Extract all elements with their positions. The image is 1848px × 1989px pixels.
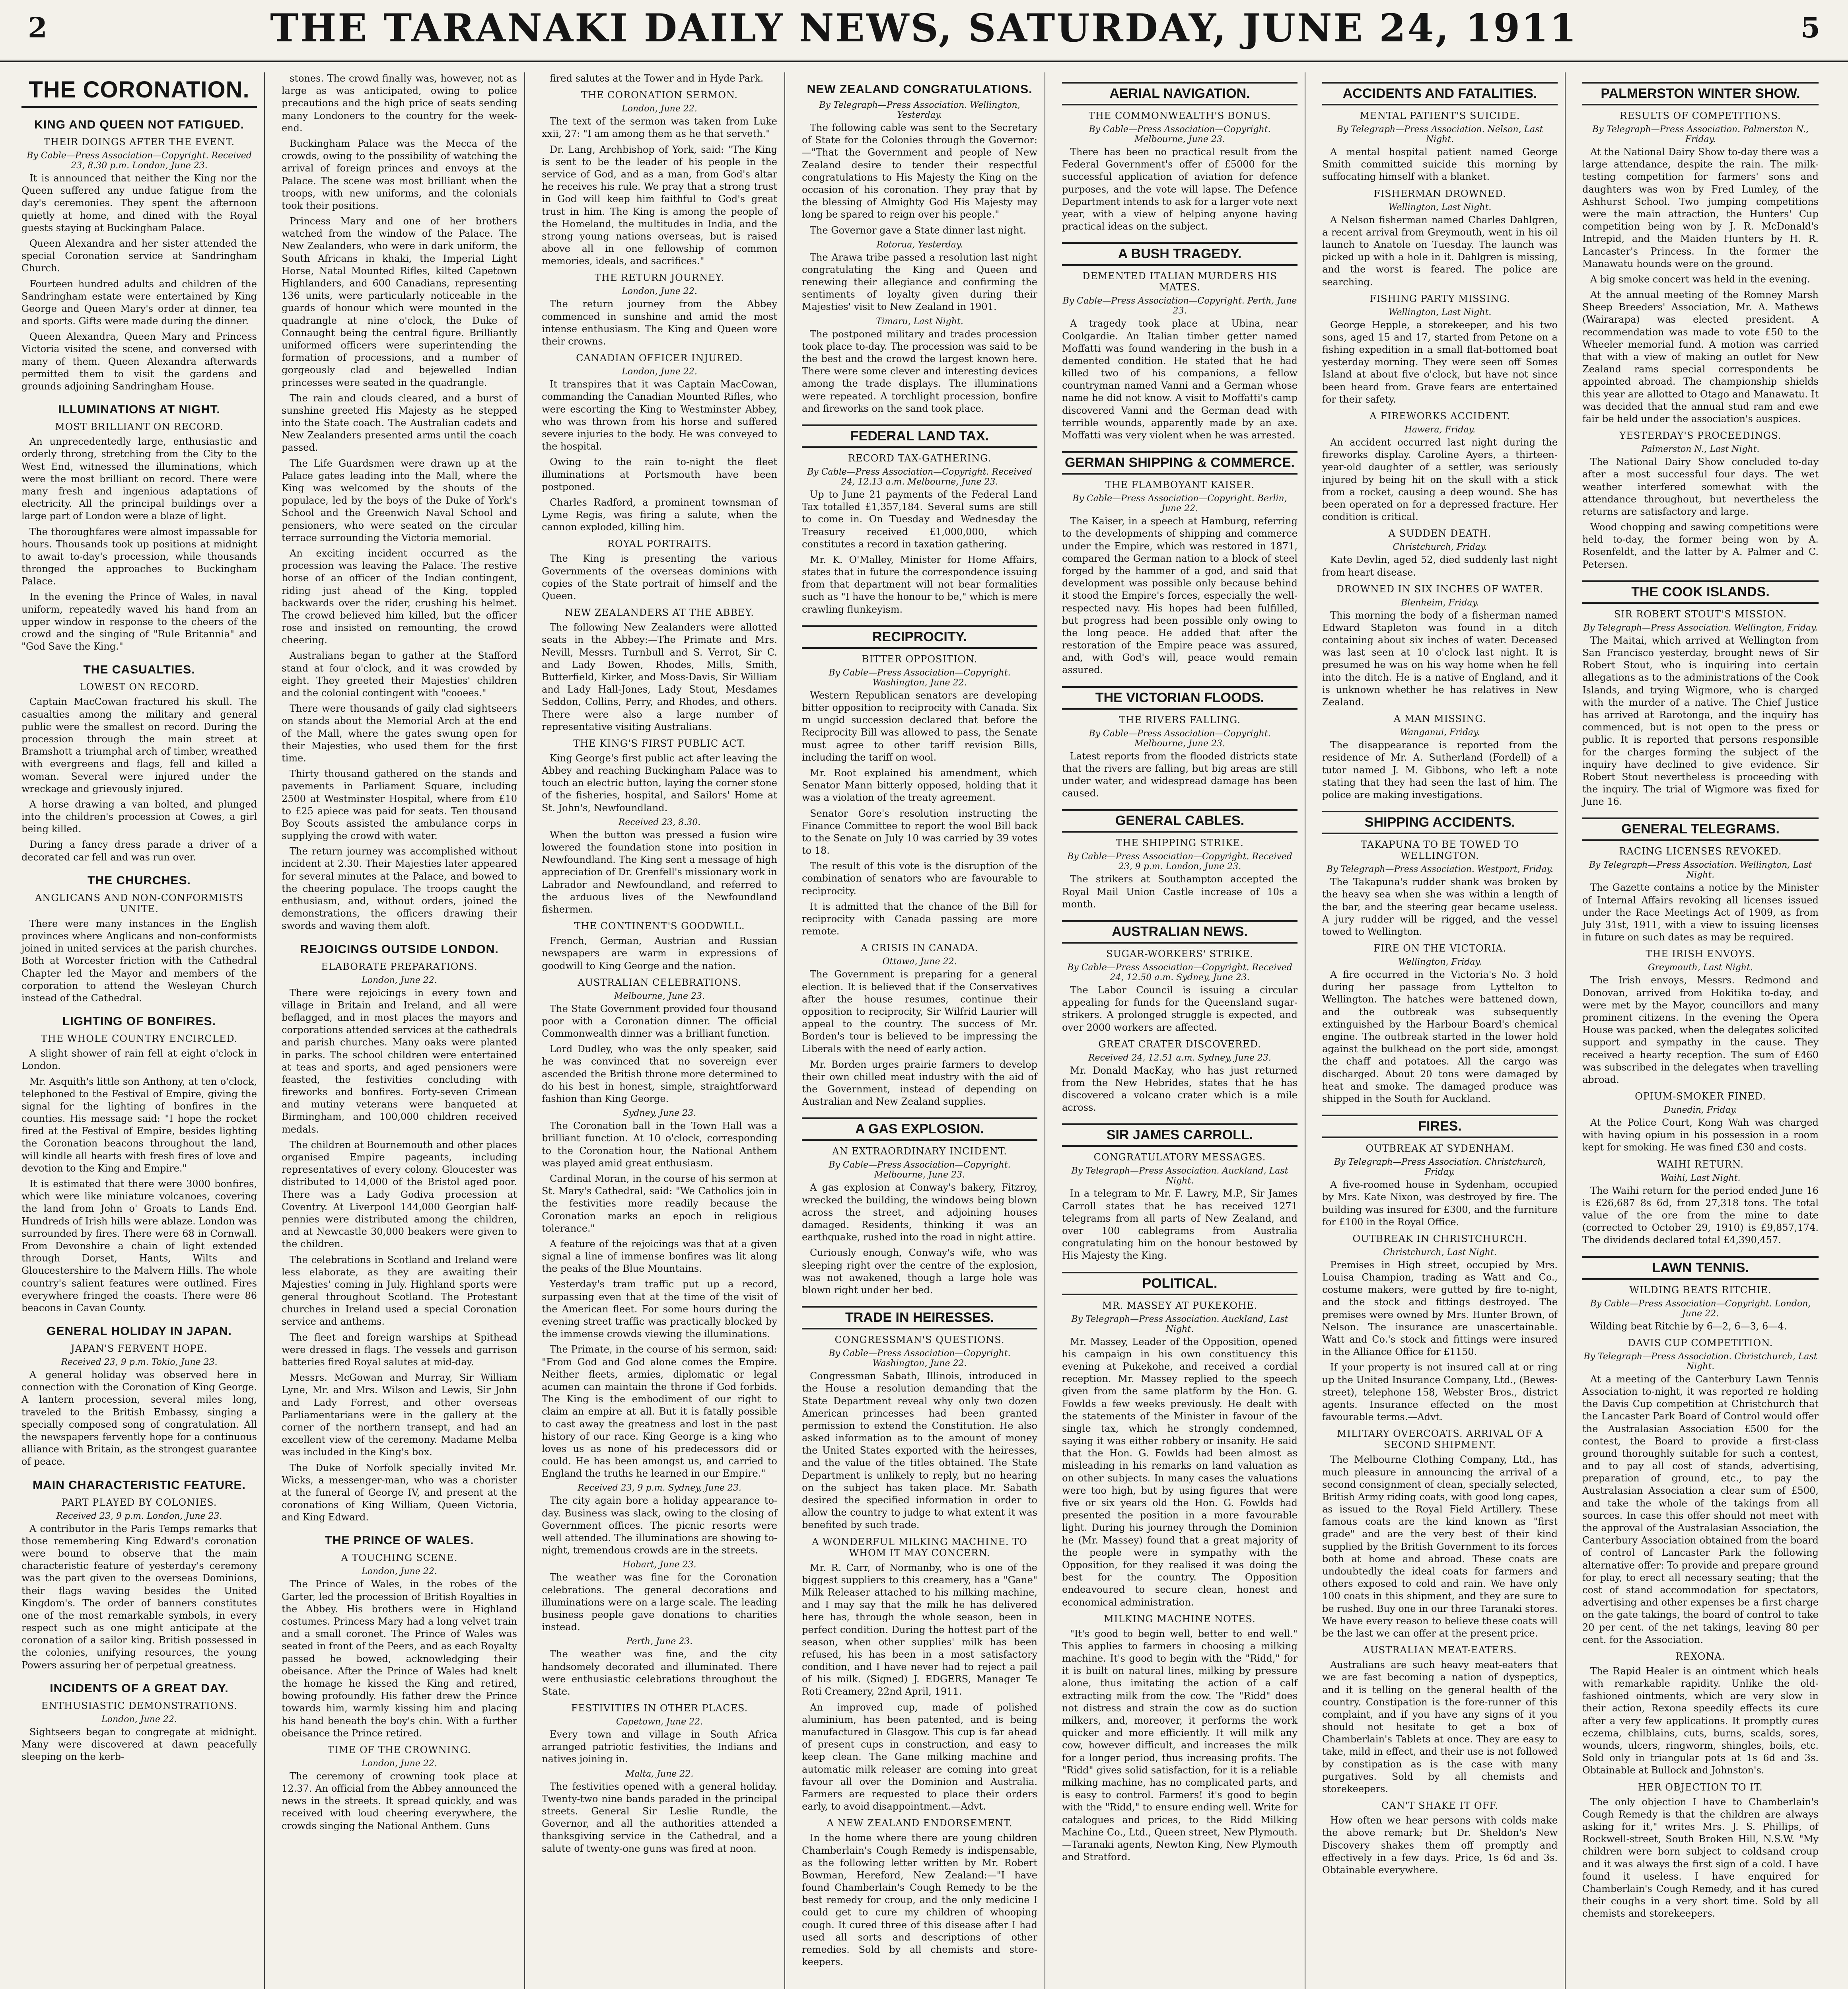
dateline: Wellington, Friday.: [1398, 957, 1482, 967]
paragraph: At the National Dairy Show to-day there was a large attendance, despite the rain. The milk-testing competition for farmers' sons and daughters was won by Fred Lumley, of the Ashhurst School. Two jumping competitions were the main attraction, the Hunters' Cup competition being won by J. R. McDonald's Intrepid, and the Maiden Hunters by H. R. Lancaster's Princess. In the former the Manawatu hounds were on the ground.: [1582, 146, 1819, 269]
paragraph: The Maitai, which arrived at Wellington from San Francisco yesterday, brought news of Sir Robert Stout, who is inquiring into certain allegations as to the administrations of the Cook Islands, and trying Wigmore, who is charged with the murder of a native. The Chief Justice has arrived at Rarotonga, and the inquiry has commenced, but is not open to the press or public. It is reported that persons responsible for the charges forming the subject of the inquiry have declined to give evidence. Sir Robert Stout nevertheless is proceeding with the inquiry. The trial of Wigmore was fixed for June 16.: [1582, 634, 1819, 808]
paragraph: Queen Alexandra, Queen Mary and Princess Victoria visited the scene, and conversed with many of them. Queen Alexandra afterwards permitted them to visit the gardens and grounds adjoining Sandringham House.: [21, 331, 257, 392]
paragraph: Owing to the rain to-night the fleet illuminations at Portsmouth have been postponed.: [542, 456, 777, 492]
subheadline: BITTER OPPOSITION.: [862, 653, 978, 665]
subheadline: LOWEST ON RECORD.: [79, 681, 199, 693]
dateline: Rotorua, Yesterday.: [876, 239, 963, 250]
dateline: Timaru, Last Night.: [876, 316, 963, 327]
paragraph: Buckingham Palace was the Mecca of the crowds, owing to the possibility of watching the arrival of foreign princes and envoys at the Palace. The scene was most brilliant when the troops, with new uniforms, and the colonials took their positions.: [282, 138, 517, 211]
subheadline: FISHING PARTY MISSING.: [1369, 293, 1511, 304]
paragraph: Lord Dudley, who was the only speaker, said he was convinced that no sovereign ever ascended the British throne more determined to do his best in honest, simple, straightforward fashion than King George.: [542, 1043, 777, 1104]
dateline: By Cable—Press Association—Copyright. London, June 22.: [1590, 1298, 1811, 1319]
headline: LIGHTING OF BONFIRES.: [62, 1015, 216, 1028]
paragraph: The only objection I have to Chamberlain's Cough Remedy is that the children are always asking for it," writes Mrs. J. S. Phillips, of Rockwell-street, South Broken Hill, N.S.W. "My children were born subject to coldsand croup and it was always the first sign of a cold. I have found it useless. I have enquired for Chamberlain's Cough Remedy, and it has cured their coughs in a very short time. Sold by all chemists and storekeepers.: [1582, 1796, 1819, 1919]
dateline: Ottawa, June 22.: [882, 957, 957, 967]
paragraph: French, German, Austrian and Russian newspapers are warm in expressions of goodwill to King George and the nation.: [542, 935, 777, 971]
paragraph: The strikers at Southampton accepted the Royal Mail Union Castle increase of 10s a month.: [1062, 874, 1297, 910]
paragraph: Mr. Borden urges prairie farmers to develop their own chilled meat industry with the aid of the Government, instead of depending on Australian and New Zealand supplies.: [802, 1059, 1037, 1107]
paragraph: Princess Mary and one of her brothers watched from the window of the Palace. The New Zealanders, who were in dark uniform, the South Africans in khaki, the Imperial Light Horse, Natal Mounted Rifles, kilted Capetown Highlanders, and 600 Canadians, representing 136 units, were particularly noticeable in the guards of honour which were mounted in the quadrangle at nine o'clock, the Duke of Connaught being the central figure. Brilliantly uniformed officers were superintending the formation of processions, and a number of gorgeously clad and bejewelled Indian princesses were seated in the quadrangle.: [282, 216, 517, 388]
paragraph: Queen Alexandra and her sister attended the special Coronation service at Sandringham Church.: [21, 237, 257, 274]
section-heading: AERIAL NAVIGATION.: [1062, 82, 1297, 105]
dateline: By Telegraph—Press Association. Wellington, Yesterday.: [819, 100, 1020, 120]
paragraph: Mr. Asquith's little son Anthony, at ten o'clock, telephoned to the Festival of Empire, giving the signal for the lighting of bonfires in the counties. His message said: "I hope the rocket fired at the Festival of Empire, besides lighting the Coronation beacons throughout the land, will kindle all hearts with fresh fires of love and devotion to the King and Empire.": [21, 1076, 257, 1174]
paragraph: A general holiday was observed here in connection with the Coronation of King George. A lantern procession, several miles long, traveled to the British Embassy, singing a specially composed song of congratulation. All the newspapers fervently hope for a continuous alliance with Britain, as the strongest guarantee of peace.: [21, 1369, 257, 1467]
section-heading: SIR JAMES CARROLL.: [1062, 1123, 1297, 1147]
paragraph: The following New Zealanders were allotted seats in the Abbey:—The Primate and Mrs. Nevill, Messrs. Turnbull and S. Verrot, Sir C. and Lady Bowen, Rhodes, Mills, Smith, Butterfield, Kirker, and Moss-Davis, Sir William and Lady Hall-Jones, Lady Stout, Mesdames Seddon, Collins, Perry, and Rhodes, and others. There were also a large number of representative visiting Australians.: [542, 622, 777, 732]
dateline: By Cable—Press Association—Copyright. Washington, June 22.: [829, 1349, 1011, 1369]
paragraph: Australians began to gather at the Stafford stand at four o'clock, and it was crowded by eight. They greeted their Majesties' children and the colonial contingent with "cooees.": [282, 650, 517, 699]
dateline: By Cable—Press Association—Copyright. Received 23, 9 p.m. London, June 23.: [1067, 852, 1292, 872]
paragraph: At a meeting of the Canterbury Lawn Tennis Association to-night, it was reported re holding the Davis Cup competition at Christchurch that the Lancaster Park Board of Control would offer the Australasian Association £500 for the contest, the Board to provide a first-class ground thoroughly suitable for such a contest, and to pay all cost of stands, advertising, preparation of ground, etc., to pay the Australasian Association a clear sum of £500, and take the whole of the takings from all sources. In case this offer should not meet with the approval of the Australasian Association, the Canterbury Association obtained from the board of control of Lancaster Park the following alternative offer: To provide and prepare ground for play, to erect all necessary seating; that the cost of stand accommodation for spectators, advertising and other expenses be a first charge on the gate takings, the board of control to take 20 per cent. of the net takings, leaving 80 per cent. for the Association.: [1582, 1373, 1819, 1645]
section-heading: THE COOK ISLANDS.: [1582, 580, 1819, 604]
paragraph: A horse drawing a van bolted, and plunged into the children's procession at Cowes, a girl being killed.: [21, 798, 257, 835]
section-heading: LAWN TENNIS.: [1582, 1256, 1819, 1280]
dateline: By Telegraph—Press Association. Nelson, Last Night.: [1336, 125, 1543, 144]
paragraph: Western Republican senators are developing bitter opposition to reciprocity with Canada. Six m ungid succession declared that before the Reciprocity Bill was allowed to pass, the Senate must agree to other tariff revision Bills, including the tariff on wool.: [802, 689, 1037, 763]
subheadline: FESTIVITIES IN OTHER PLACES.: [571, 1703, 748, 1714]
paragraph: fired salutes at the Tower and in Hyde Park.: [550, 73, 764, 84]
subheadline: ENTHUSIASTIC DEMONSTRATIONS.: [41, 1700, 237, 1711]
subheadline: DAVIS CUP COMPETITION.: [1628, 1337, 1773, 1349]
dateline: Wanganui, Friday.: [1400, 728, 1480, 738]
paragraph: A fire occurred in the Victoria's No. 3 hold during her passage from Lyttelton to Wellington. The hatches were battened down, and the outbreak was subsequently extinguished by the Harbour Board's chemical engine. The outbreak started in the lower hold against the bulkhead on the port side, amongst the chaff and potatoes. All the cargo was discharged. About 20 tons were damaged by heat and smoke. The damaged produce was shipped in the South for Auckland.: [1322, 969, 1558, 1104]
page-number-right: 5: [1801, 11, 1820, 44]
dateline: Capetown, June 22.: [616, 1717, 703, 1727]
section-heading: A GAS EXPLOSION.: [802, 1117, 1037, 1141]
headline: KING AND QUEEN NOT FATIGUED.: [34, 118, 244, 131]
subheadline: MR. MASSEY AT PUKEKOHE.: [1102, 1300, 1258, 1311]
subheadline: JAPAN'S FERVENT HOPE.: [71, 1343, 208, 1355]
subheadline: RESULTS OF COMPETITIONS.: [1620, 110, 1781, 121]
subheadline: THE WHOLE COUNTRY ENCIRCLED.: [41, 1033, 238, 1045]
paragraph: The Kaiser, in a speech at Hamburg, referring to the developments of shipping and commerce under the Empire, which was restored in 1871, compared the German nation to a block of steel forged by the hammer of a god, and said that development was possible only because behind it stood the Empire's forces, especially the well-respected navy. His hopes had been fulfilled, but progress had been possible only owing to the long peace. He added that after the restoration of the Empire peace was assured, and, with God's will, peace would remain assured.: [1062, 516, 1297, 676]
paragraph: Wood chopping and sawing competitions were held to-day, the former being won by A. Rosenfeldt, and the latter by A. Palmer and C. Petersen.: [1582, 522, 1819, 570]
dateline: By Cable—Press Association—Copyright. Berlin, June 22.: [1072, 494, 1287, 514]
paragraph: The Irish envoys, Messrs. Redmond and Donovan, arrived from Hokitika to-day, and were met by the Mayor, councillors and many prominent citizens. In the evening the Opera House was packed, when the delegates solicited support and sympathy in the cause. They received a hearty reception. The sum of £460 was subscribed in the delegates when travelling abroad.: [1582, 975, 1819, 1085]
section-heading: THE VICTORIAN FLOODS.: [1062, 686, 1297, 710]
paragraph: Thirty thousand gathered on the stands and pavements in Parliament Square, including 2500 at Westminster Hospital, where from £10 to £25 apiece was paid for seats. Ten thousand Boy Scouts assisted the ambulance corps in supplying the crowd with water.: [282, 768, 517, 842]
subheadline: ANGLICANS AND NON-CONFORMISTS UNITE.: [35, 892, 244, 915]
dateline: Perth, June 23.: [626, 1637, 693, 1647]
paragraph: Mr. Root explained his amendment, which Senator Mann bitterly opposed, holding that it was a violation of the treaty agreement.: [802, 767, 1037, 804]
paragraph: Dr. Lang, Archbishop of York, said: "The King is sent to be the leader of his people in the service of God, and as a man, from God's altar he receives his rule. We pray that a strong trust in God will keep him faithful to God's great trust in him. The King is among the people of the Homeland, the multitudes in India, and the strong young nations overseas, but is raised above all in one fellowship of common memories, ideals, and sacrifices.": [542, 144, 777, 267]
subheadline: ELABORATE PREPARATIONS.: [321, 961, 478, 972]
subheadline: RECORD TAX-GATHERING.: [848, 452, 992, 464]
section-heading: THE CORONATION.: [21, 76, 257, 108]
paragraph: A Nelson fisherman named Charles Dahlgren, a recent arrival from Greymouth, went in his oil launch to Anatole on Tuesday. The launch was picked up with a hole in it. Dahlgren is missing, and the worst is feared. The police are searching.: [1322, 214, 1558, 288]
paragraph: The return journey from the Abbey commenced in sunshine and amid the most intense enthusiasm. The King and Queen wore their crowns.: [542, 298, 777, 347]
subheadline: THE RETURN JOURNEY.: [594, 272, 725, 284]
dateline: Christchurch, Last Night.: [1383, 1247, 1497, 1257]
dateline: Melbourne, June 23.: [614, 991, 705, 1001]
dateline: By Telegraph—Press Association. Palmerston N., Friday.: [1592, 125, 1809, 144]
paragraph: Wilding beat Ritchie by 6—2, 6—3, 6—4.: [1590, 1320, 1787, 1332]
subheadline: THEIR DOINGS AFTER THE EVENT.: [43, 136, 235, 148]
paragraph: Premises in High street, occupied by Mrs. Louisa Champion, trading as Watt and Co., costume makers, were gutted by fire to-night, and the stock and fittings destroyed. The premises were owned by Mrs. Hunter Brown, of Nelson. The insurance are unascertainable. Watt and Co.'s stock and fittings were insured in the Alliance Office for £1150.: [1322, 1259, 1558, 1358]
dateline: Blenheim, Friday.: [1401, 597, 1479, 608]
subheadline: A MAN MISSING.: [1393, 713, 1486, 725]
paragraph: A big smoke concert was held in the evening.: [1590, 273, 1810, 285]
paragraph: In the home where there are young children Chamberlain's Cough Remedy is indispensable, as the following letter written by Mr. Robert Bowman, Hereford, New Zealand:—"I have found Chamberlain's Cough Remedy to be the best remedy for croup, and the only medicine I could get to cure my children of whooping cough. It cured three of this disease after I had used all sorts and descriptions of other remedies. Sold by all chemists and store-keepers.: [802, 1832, 1037, 1968]
paragraph: There were rejoicings in every town and village in Britain and Ireland, and all were beflagged, and in most places the mayors and corporations attended services at the cathedrals and parish churches. Many oaks were planted in parks. The school children were entertained at teas and sports, and aged pensioners were feasted, the festivities concluding with fireworks and bonfires. Forty-seven Crimean and mutiny veterans were banqueted at Birmingham, and 100,000 children received medals.: [282, 987, 517, 1135]
paragraph: The Gazette contains a notice by the Minister of Internal Affairs revoking all licenses issued under the Race Meetings Act of 1909, as from July 31st, 1911, with a view to issuing licenses in future on such dates as may be required.: [1582, 882, 1819, 943]
paragraph: It transpires that it was Captain MacCowan, commanding the Canadian Mounted Rifles, who were escorting the King to Westminster Abbey, who was thrown from his horse and suffered severe injuries to the body. He was conveyed to the hospital.: [542, 379, 777, 452]
subheadline: TIME OF THE CROWNING.: [327, 1744, 471, 1755]
column-2: [274, 72, 525, 1989]
subheadline: RACING LICENSES REVOKED.: [1619, 846, 1782, 857]
dateline: By Telegraph—Press Association. Wellington, Last Night.: [1589, 860, 1812, 880]
section-heading: A BUSH TRAGEDY.: [1062, 242, 1297, 266]
paragraph: A slight shower of rain fell at eight o'clock in London.: [21, 1048, 257, 1072]
dateline: By Telegraph—Press Association. Westport, Friday.: [1326, 864, 1554, 875]
paragraph: The State Government provided four thousand poor with a Coronation dinner. The official Commonwealth dinner was a brilliant function.: [542, 1003, 777, 1039]
paragraph: King George's first public act after leaving the Abbey and reaching Buckingham Palace was to touch an electric button, laying the corner stone of the fisheries, hospital, and Sailors' Home at St. John's, Newfoundland.: [542, 752, 777, 814]
subheadline: MILKING MACHINE NOTES.: [1104, 1613, 1256, 1625]
section-heading: GENERAL TELEGRAMS.: [1582, 817, 1819, 841]
dateline: By Telegraph—Press Association. Auckland, Last Night.: [1071, 1314, 1288, 1334]
paragraph: A feature of the rejoicings was that at a given signal a line of immense bonfires was lit along the peaks of the Blue Mountains.: [542, 1238, 777, 1275]
dateline: By Cable—Press Association—Copyright. Perth, June 23.: [1062, 296, 1297, 316]
paragraph: The fleet and foreign warships at Spithead were dressed in flags. The vessels and garrison batteries fired Royal salutes at mid-day.: [282, 1331, 517, 1368]
paragraph: This morning the body of a fisherman named Edward Stapleton was found in a ditch containing about six inches of water. Deceased was last seen at 10 o'clock last night. It is presumed he was on his way home when he fell into the ditch. He is a native of England, and it is unknown whether he has relatives in New Zealand.: [1322, 609, 1558, 708]
paragraph: The Melbourne Clothing Company, Ltd., has much pleasure in announcing the arrival of a second consignment of clean, specially selected, British Army riding coats, with good long capes, as issued to the Royal Field Artillery. These famous coats are the kind known as "first grade" and are the very best of their kind supplied by the British Government to its forces both at home and abroad. These coats are undoubtedly the ideal coats for farmers and others exposed to cold and rain. We have only 100 coats in this shipment, and they are sure to be rushed. Buy one in our three Taranaki stores. We have every reason to believe these coats will be the last we can offer at the present price.: [1322, 1454, 1558, 1639]
subheadline: CONGRATULATORY MESSAGES.: [1093, 1152, 1266, 1163]
dateline: By Telegraph—Press Association. Christchurch, Last Night.: [1583, 1351, 1817, 1372]
paragraph: The thoroughfares were almost impassable for hours. Thousands took up positions at midnight to await to-day's procession, while thousands thronged the approaches to Buckingham Palace.: [21, 526, 257, 587]
paragraph: Messrs. McGowan and Murray, Sir William Lyne, Mr. and Mrs. Wilson and Lewis, Sir John and Lady Forrest, and other overseas Parliamentarians were in the gallery at the corner of the northern transept, and had an excellent view of the ceremony. Madame Melba was included in the King's box.: [282, 1372, 517, 1458]
headline: NEW ZEALAND CONGRATULATIONS.: [807, 83, 1033, 96]
page-number-left: 2: [28, 11, 47, 44]
paragraph: In the evening the Prince of Wales, in naval uniform, repeatedly waved his hand from an upper window in response to the cheers of the crowd and the singing of "Rule Britannia" and "God Save the King.": [21, 591, 257, 652]
subheadline: THE SHIPPING STRIKE.: [1116, 837, 1244, 849]
column-5: [1055, 72, 1305, 1989]
column-7: [1575, 72, 1826, 1989]
dateline: Received 24, 12.51 a.m. Sydney, June 23.: [1088, 1053, 1271, 1063]
paragraph: The Waihi return for the period ended June 16 is £26,687 8s 6d, from 27,318 tons. The total value of the ore from the mine to date (corrected to October 29, 1910) is £9,857,174. The dividends declared total £4,390,457.: [1582, 1185, 1819, 1246]
paragraph: Australians are such heavy meat-eaters that we are fast becoming a nation of dyspeptics, and it is telling on the general health of the country. Constipation is the fore-runner of this complaint, and if you have any signs of it you should not hesitate to get a box of Chamberlain's Tablets at once. They are easy to take, mild in effect, and their use is not followed by constipation as is the case with many purgatives. Sold by all chemists and storekeepers.: [1322, 1659, 1558, 1794]
subheadline: HER OBJECTION TO IT.: [1638, 1781, 1763, 1793]
paragraph: Fourteen hundred adults and children of the Sandringham estate were entertained by King George and Queen Mary's order at dinner, tea and sports. Gifts were made during the dinner.: [21, 278, 257, 327]
dateline: Received 23, 9 p.m. Sydney, June 23.: [578, 1483, 741, 1493]
paragraph: The Takapuna's rudder shank was broken by the heavy sea when she was within a length of the bar, and the steering gear became useless. A jury rudder will be rigged, and the vessel towed to Wellington.: [1322, 876, 1558, 937]
paragraph: The return journey was accomplished without incident at 2.30. Their Majesties later appeared for several minutes at the Palace, and bowed to the cheering populace. The troops caught the enthusiasm, and, without orders, joined the demonstrations, the officers drawing their swords and waving them aloft.: [282, 846, 517, 932]
paragraph: The celebrations in Scotland and Ireland were less elaborate, as they are awaiting their Majesties' coming in July. Highland sports were general throughout Scotland. The Protestant churches in Ireland used a special Coronation service and anthems.: [282, 1254, 517, 1327]
paragraph: The Government is preparing for a general election. It is believed that if the Conservatives after the house resumes, continue their opposition to reciprocity, Sir Wilfrid Laurier will appeal to the country. The success of Mr. Borden's tour is believed to be impressing the Liberals with the need of early action.: [802, 969, 1037, 1055]
subheadline: DROWNED IN SIX INCHES OF WATER.: [1336, 583, 1544, 595]
paragraph: There were many instances in the English provinces where Anglicans and non-conformists joined in united services at the parish churches. Both at Worcester friction with the Cathedral Chapter led the Mayor and members of the corporation to attend the Wesleyan Church instead of the Cathedral.: [21, 918, 257, 1004]
paragraph: The city again bore a holiday appearance to-day. Business was slack, owing to the closing of Government offices. The picnic resorts were well attended. The illuminations are showing to-night, tremendous crowds are in the streets.: [542, 1495, 777, 1556]
paragraph: A mental hospital patient named George Smith committed suicide this morning by suffocating himself with a blanket.: [1322, 146, 1558, 183]
column-6: [1315, 72, 1566, 1989]
subheadline: OUTBREAK IN CHRISTCHURCH.: [1352, 1233, 1527, 1244]
section-heading: GERMAN SHIPPING & COMMERCE.: [1062, 451, 1297, 475]
subheadline: AN EXTRAORDINARY INCIDENT.: [832, 1146, 1007, 1157]
paragraph: An accident occurred last night during the fireworks display. Caroline Ayers, a thirteen-year-old daughter of a settler, was seriously injured by being hit on the skull with a stick from a rocket, causing a deep wound. She has been operated on for a depressed fracture. Her condition is critical.: [1322, 437, 1558, 523]
dateline: Received 23, 9 p.m. Tokio, June 23.: [61, 1357, 218, 1368]
paragraph: A gas explosion at Conway's bakery, Fitzroy, wrecked the building, the windows being blown across the street, and adjoining houses damaged. Residents, thinking it was an earthquake, rushed into the road in night attire.: [802, 1182, 1037, 1243]
paragraph: The rain and clouds cleared, and a burst of sunshine greeted His Majesty as he stepped into the State coach. The Australian cadets and New Zealanders presented arms until the coach passed.: [282, 392, 517, 453]
subheadline: PART PLAYED BY COLONIES.: [61, 1497, 217, 1508]
dateline: London, June 22.: [362, 1758, 437, 1769]
paragraph: A tragedy took place at Ubina, near Coolgardie. An Italian timber getter named Moffatti was found wandering in the bush in a demented condition. He stated that he had killed two of his companions, a fellow countryman named Vanni and a German whose name he did not know. A visit to Moffatti's camp discovered Vanni and the German dead with terrible wounds, apparently made by an axe. Moffatti was very violent when he was arrested.: [1062, 318, 1297, 441]
paragraph: The postponed military and trades procession took place to-day. The procession was said to be the best and the crowd the largest known here. There were some clever and interesting devices among the trade displays. The illuminations were repeated. A torchlight procession, bonfire and fireworks on the sand took place.: [802, 328, 1037, 414]
paragraph: It is estimated that there were 3000 bonfires, which were like miniature volcanoes, covering the land from John o' Groats to Lands End. Hundreds of Irish hills were ablaze. London was surrounded by fires. There were 68 in Cornwall. From Devonshire a chain of light extended through Dorset, Hants, Wilts and Gloucestershire to the Malvern Hills. The whole country's salient features were outlined. Fires everywhere fringed the coasts. There were 86 beacons in Cavan County.: [21, 1178, 257, 1314]
paragraph: The festivities opened with a general holiday. Twenty-two nine bands paraded in the principal streets. General Sir Leslie Rundle, the Governor, and all the authorities attended a thanksgiving service in the Cathedral, and a salute of twenty-one guns was fired at noon.: [542, 1781, 777, 1854]
section-heading: AUSTRALIAN NEWS.: [1062, 920, 1297, 944]
section-heading: PALMERSTON WINTER SHOW.: [1582, 82, 1819, 105]
columns: [14, 72, 1834, 1989]
paragraph: Cardinal Moran, in the course of his sermon at St. Mary's Cathedral, said: "We Catholics join in the festivities more readily because the Coronation marks an epoch in religious tolerance.": [542, 1173, 777, 1234]
paragraph: The Duke of Norfolk specially invited Mr. Wicks, a messenger-man, who was a chorister at the funeral of George IV, and present at the coronations of King William, Queen Victoria, and King Edward.: [282, 1462, 517, 1523]
subheadline: THE CORONATION SERMON.: [581, 90, 738, 101]
paragraph: The King is presenting the various Governments of the overseas dominions with copies of the State portrait of himself and the Queen.: [542, 553, 777, 601]
column-3: [535, 72, 785, 1989]
paragraph: At the Police Court, Kong Wah was charged with having opium in his possession in a room kept for smoking. He was fined £30 and costs.: [1582, 1117, 1819, 1153]
subheadline: CANADIAN OFFICER INJURED.: [576, 352, 743, 364]
dateline: Received 23, 9 p.m. London, June 23.: [56, 1511, 222, 1521]
subheadline: THE KING'S FIRST PUBLIC ACT.: [573, 738, 746, 749]
headline: GENERAL HOLIDAY IN JAPAN.: [47, 1325, 232, 1338]
paragraph: Congressman Sabath, Illinois, introduced in the House a resolution demanding that the State Department reveal why only two dozen American princesses had been granted permission to extend the Constitution. He also asked information as to the amount of money the United States exported with the heiresses, and the value of the titles obtained. The State Department is unlikely to reply, but no hearing on the subject has taken place. Mr. Sabath desired the specified information in order to allow the country to judge to what extent it was benefited by such trade.: [802, 1370, 1037, 1531]
paragraph: The Primate, in the course of his sermon, said: "From God and God alone comes the Empire. Neither fleets, armies, diplomatic or legal acumen can maintain the throne if God forbids. The King is the embodiment of our right to claim an empire at all. But it is fatally possible to cast away the greatness and lost in the past history of our race. King George is a king who loves us as none of his predecessors did or could. He has been amongst us, and carried to England the truths he learned in our Empire.": [542, 1344, 777, 1479]
subheadline: THE CONTINENT'S GOODWILL.: [574, 921, 745, 932]
paragraph: The result of this vote is the disruption of the combination of senators who are favourable to reciprocity.: [802, 860, 1037, 897]
subheadline: MENTAL PATIENT'S SUICIDE.: [1360, 110, 1520, 121]
paragraph: The following cable was sent to the Secretary of State for the Colonies through the Governor:—"That the Government and people of New Zealand desire to tender their respectful congratulations to His Majesty the King on the occasion of his coronation. They pray that by the blessing of Almighty God His Majesty may long be spared to reign over his people.": [802, 122, 1037, 220]
paragraph: Curiously enough, Conway's wife, who was sleeping right over the centre of the explosion, was not awakened, though a large hole was blown right under her bed.: [802, 1247, 1037, 1296]
paragraph: The text of the sermon was taken from Luke xxii, 27: "I am among them as he that serveth.": [542, 116, 777, 140]
paragraph: In a telegram to Mr. F. Lawry, M.P., Sir James Carroll states that he has received 1271 telegrams from all parts of New Zealand, and over 100 cablegrams from Australia congratulating him on the honour bestowed by His Majesty the King.: [1062, 1188, 1297, 1261]
section-heading: SHIPPING ACCIDENTS.: [1322, 811, 1558, 834]
dateline: Christchurch, Friday.: [1393, 542, 1487, 553]
subheadline: THE FLAMBOYANT KAISER.: [1105, 479, 1255, 491]
section-heading: FIRES.: [1322, 1115, 1558, 1138]
dateline: Waihi, Last Night.: [1660, 1173, 1741, 1183]
subheadline: TAKAPUNA TO BE TOWED TO WELLINGTON.: [1361, 839, 1519, 862]
dateline: By Cable—Press Association—Copyright. Received 24, 12.13 a.m. Melbourne, June 23.: [807, 467, 1032, 487]
subheadline: AUSTRALIAN MEAT-EATERS.: [1363, 1645, 1517, 1656]
subheadline: FISHERMAN DROWNED.: [1373, 188, 1506, 199]
subheadline: THE IRISH ENVOYS.: [1646, 948, 1755, 960]
subheadline: SUGAR-WORKERS' STRIKE.: [1106, 948, 1253, 959]
paragraph: The Life Guardsmen were drawn up at the Palace gates leading into the Mall, where the King was welcomed by the shouts of the populace, led by the boys of the Duke of York's School and the Greenwich Naval School and pensioners, who were seated on the circular terrace surrounding the Victoria memorial.: [282, 457, 517, 543]
subheadline: WILDING BEATS RITCHIE.: [1629, 1284, 1772, 1296]
dateline: Hobart, June 23.: [622, 1560, 696, 1570]
paragraph: An exciting incident occurred as the procession was leaving the Palace. The restive horse of an officer of the Indian contingent, riding just ahead of the King, toppled backwards over the rider, crushing his helmet. The crowd believed him killed, but the officer rose and insisted on remounting, the crowd cheering.: [282, 547, 517, 646]
paragraph: Kate Devlin, aged 52, died suddenly last night from heart disease.: [1322, 554, 1558, 578]
subheadline: CAN'T SHAKE IT OFF.: [1381, 1800, 1498, 1812]
dateline: Palmerston N., Last Night.: [1641, 444, 1760, 455]
dateline: By Telegraph—Press Association. Auckland, Last Night.: [1071, 1166, 1288, 1186]
subheadline: FIRE ON THE VICTORIA.: [1373, 943, 1507, 954]
subheadline: OPIUM-SMOKER FINED.: [1635, 1091, 1766, 1102]
dateline: By Cable—Press Association—Copyright. Received 24, 12.50 a.m. Sydney, June 23.: [1067, 962, 1292, 983]
section-heading: ACCIDENTS AND FATALITIES.: [1322, 82, 1558, 105]
paragraph: Yesterday's tram traffic put up a record, surpassing even that at the time of the visit of the American fleet. For some hours during the evening street traffic was practically blocked by the immense crowds viewing the illuminations.: [542, 1279, 777, 1340]
paragraph: How often we hear persons with colds make the above remark; but Dr. Sheldon's New Discovery shakes them off promptly and effectively in a few days. Price, 1s 6d and 3s. Obtainable everywhere.: [1322, 1815, 1558, 1876]
paragraph: During a fancy dress parade a driver of a decorated car fell and was run over.: [21, 839, 257, 863]
dateline: London, June 22.: [101, 1714, 177, 1724]
column-4: [795, 72, 1045, 1989]
dateline: Wellington, Last Night.: [1388, 307, 1492, 317]
paragraph: The Coronation ball in the Town Hall was a brilliant function. At 10 o'clock, corresponding to the Coronation hour, the National Anthem was played amid great enthusiasm.: [542, 1120, 777, 1169]
subheadline: MILITARY OVERCOATS. ARRIVAL OF A SECOND SHIPMENT.: [1336, 1428, 1543, 1451]
headline: ILLUMINATIONS AT NIGHT.: [58, 403, 220, 416]
dateline: London, June 22.: [622, 367, 697, 377]
paragraph: George Hepple, a storekeeper, and his two sons, aged 15 and 17, started from Petone on a fishing expedition in a small flat-bottomed boat yesterday morning. They were seen off Somes Island at about five o'clock, but have not since been heard from. Grave fears are entertained for their safety.: [1322, 319, 1558, 405]
section-heading: FEDERAL LAND TAX.: [802, 424, 1037, 448]
paragraph: The Prince of Wales, in the robes of the Garter, led the procession of British Royalties in the Abbey. His brothers were in Highland costumes. Princess Mary had a long velvet train and a small coronet. The Prince of Wales was seated in front of the Peers, and as each Royalty passed he bowed, acknowledging their obeisance. After the Prince of Wales had knelt the homage he kissed the King and retired, bowing profoundly. His father drew the Prince towards him, warmly kissing him and placing his hand beneath the boy's chin. With a further obeisance the Prince retired.: [282, 1578, 517, 1739]
subheadline: YESTERDAY'S PROCEEDINGS.: [1619, 430, 1782, 442]
paragraph: There has been no practical result from the Federal Government's offer of £5000 for the successful application of aviation for defence purposes, and the vote will lapse. The Defence Department intends to ask for a larger vote next year, with a view of helping anyone having practical ideas on the subject.: [1062, 146, 1297, 232]
headline: THE CASUALTIES.: [83, 663, 195, 677]
paragraph: Captain MacCowan fractured his skull. The casualties among the military and general public were the smallest on record. During the procession through the main street at Bramshott a triumphal arch of timber, wreathed with evergreens and flags, fell and killed a woman. Several were injured under the wreckage and grievously injured.: [21, 696, 257, 794]
paragraph: The National Dairy Show concluded to-day after a most successful four days. The wet weather interfered somewhat with the attendance throughout, but nevertheless the returns are satisfactory and large.: [1582, 456, 1819, 517]
paragraph: There were thousands of gaily clad sightseers on stands about the Memorial Arch at the end of the Mall, where the gates swung open for their Majesties, who used them for the first time.: [282, 703, 517, 764]
headline: REJOICINGS OUTSIDE LONDON.: [300, 942, 499, 956]
subheadline: A TOUCHING SCENE.: [341, 1552, 458, 1564]
subheadline: GREAT CRATER DISCOVERED.: [1098, 1038, 1261, 1050]
subheadline: DEMENTED ITALIAN MURDERS HIS MATES.: [1082, 271, 1277, 293]
dateline: By Telegraph—Press Association. Christchurch, Friday.: [1334, 1157, 1546, 1177]
paragraph: The weather was fine for the Coronation celebrations. The general decorations and illuminations were on a large scale. The leading business people gave donations to charities instead.: [542, 1572, 777, 1633]
dateline: Sydney, June 23.: [622, 1108, 696, 1119]
dateline: London, June 22.: [362, 1567, 437, 1577]
paragraph: It is admitted that the chance of the Bill for reciprocity with Canada passing are more remote.: [802, 901, 1037, 937]
paragraph: "It's good to begin well, better to end well." This applies to farmers in choosing a milking machine. It's good to begin with the "Ridd," for it is built on natural lines, milking by pressure alone, thus imitating the action of a calf extracting milk from the cow. The "Ridd" does not distress and strain the cow as do suction milkers, and, moreover, it performs the work quicker and more efficiently. It will milk any cow, however difficult, and increases the milk for a longer period, thus increasing profits. The "Ridd" gives solid satisfaction, for it is a reliable milking machine, has no complicated parts, and is easy to control. Farmers! it's good to begin with the "Ridd," to ensure ending well. Write for catalogues and prices, to the Ridd Milking Machine Co., Ltd., Queen street, New Plymouth.—Taranaki agents, Newton King, New Plymouth and Stratford.: [1062, 1628, 1297, 1863]
subheadline: OUTBREAK AT SYDENHAM.: [1366, 1143, 1514, 1154]
dateline: Wellington, Last Night.: [1388, 202, 1492, 212]
paragraph: Mr. Massey, Leader of the Opposition, opened his campaign in his own constituency this evening at Pukekohe, and received a cordial reception. Mr. Massey replied to the speech given from the same platform by the Hon. G. Fowlds a few weeks previously. He dealt with the statements of the Minister in favour of the single tax, which he strongly condemned, saying it was either robbery or insanity. He said that the Hon. G. Fowlds had been almost as misleading in his remarks on land valuation as on other subjects. In many cases the valuations were too high, but by using figures that were five or six years old the Hon. G. Fowlds had presented the position in a more favourable light. During his journey through the Dominion he (Mr. Massey) found that a great majority of the people were in sympathy with the Opposition, for they realised it was doing the best for the country. The Opposition endeavoured to secure clean, honest and economical administration.: [1062, 1336, 1297, 1608]
paragraph: The children at Bournemouth and other places organised Empire pageants, including representatives of every colony. Gloucester was distributed to 14,000 of the Bristol aged poor. There was a Lady Godiva procession at Coventry. At Liverpool 144,000 Georgian half-pennies were distributed among the children, and at Newcastle 30,000 beakers were given to the children.: [282, 1139, 517, 1250]
subheadline: SIR ROBERT STOUT'S MISSION.: [1614, 608, 1787, 620]
headline: THE CHURCHES.: [88, 874, 191, 887]
subheadline: A WONDERFUL MILKING MACHINE. TO WHOM IT MAY CONCERN.: [812, 1536, 1027, 1559]
masthead: [0, 0, 1848, 62]
dateline: Greymouth, Last Night.: [1648, 963, 1753, 973]
headline: MAIN CHARACTERISTIC FEATURE.: [33, 1478, 246, 1492]
paragraph: stones. The crowd finally was, however, not as large as was anticipated, owing to police precautions and the high price of seats sending many Londoners to the country for the week-end.: [282, 73, 517, 134]
subheadline: A SUDDEN DEATH.: [1388, 528, 1492, 539]
dateline: Received 23, 8.30.: [618, 817, 701, 827]
subheadline: A CRISIS IN CANADA.: [860, 942, 979, 954]
dateline: By Cable—Press Association—Copyright. Received 23, 8.30 p.m. London, June 23.: [27, 151, 252, 171]
subheadline: MOST BRILLIANT ON RECORD.: [55, 421, 224, 433]
paragraph: If your property is not insured call at or ring up the United Insurance Company, Ltd., (Bewes-street), telephone 158, Webster Bros., district agents. Insurance effected on the most favourable terms.—Advt.: [1322, 1362, 1558, 1423]
subheadline: A NEW ZEALAND ENDORSEMENT.: [827, 1818, 1013, 1829]
paragraph: A contributor in the Paris Temps remarks that those remembering King Edward's coronation were bound to observe that the main characteristic feature of yesterday's ceremony was the part given to the overseas Dominions, their flags waving besides the United Kingdom's. The order of banners constitutes one of the most remarkable symbols, in every respect such as one might anticipate at the coronation of a sailor king. British possessed in the colonies, unifying resources, the young Powers assuring her of perpetual greatness.: [21, 1523, 257, 1671]
dateline: By Cable—Press Association—Copyright. Melbourne, June 23.: [1089, 125, 1271, 144]
paragraph: The disappearance is reported from the residence of Mr. A. Sutherland (Fordell) of a tutor named J. M. Gibbons, who left a note stating that they had seen the last of him. The police are making investigations.: [1322, 740, 1558, 800]
subheadline: WAIHI RETURN.: [1657, 1158, 1744, 1170]
headline: THE PRINCE OF WALES.: [325, 1534, 474, 1547]
paragraph: When the button was pressed a fusion wire lowered the foundation stone into position in Newfoundland. The King sent a message of high appreciation of Dr. Grenfell's missionary work in Labrador and Newfoundland, and referred to the arduous lives of the Newfoundland fishermen.: [542, 829, 777, 915]
paragraph: Mr. Donald MacKay, who has just returned from the New Hebrides, states that he has discovered a volcano crater which is a mile across.: [1062, 1065, 1297, 1113]
paragraph: Every town and village in South Africa arranged patriotic festivities, the Indians and natives joining in.: [542, 1729, 777, 1765]
subheadline: THE RIVERS FALLING.: [1119, 714, 1241, 726]
paragraph: An unprecedentedly large, enthusiastic and orderly throng, stretching from the City to the West End, witnessed the illuminations, which were the most brilliant on record. There were many fresh and ingenious adaptations of electricity. All the principal buildings over a large part of London were a blaze of light.: [21, 436, 257, 522]
paragraph: It is announced that neither the King nor the Queen suffered any undue fatigue from the day's ceremonies. They spent the afternoon quietly at home, and dined with the Royal guests staying at Buckingham Palace.: [21, 173, 257, 234]
dateline: By Cable—Press Association—Copyright. Washington, June 22.: [829, 668, 1011, 688]
paragraph: The weather was fine, and the city handsomely decorated and illuminated. There were enthusiastic celebrations throughout the State.: [542, 1648, 777, 1697]
newspaper-title: THE TARANAKI DAILY NEWS, SATURDAY, JUNE 24, 1911: [270, 6, 1578, 51]
paragraph: An improved cup, made of polished aluminium, has been patented, and is being manufactured in Glasgow. This cup is far ahead of present cups in construction, and easy to keep clean. The Gane milking machine and automatic milk releaser are coming into great favour all over the Dominion and Australia. Farmers are requested to place their orders early, to avoid disappointment.—Advt.: [802, 1701, 1037, 1812]
dateline: London, June 22.: [622, 286, 697, 297]
headline: INCIDENTS OF A GREAT DAY.: [50, 1682, 229, 1695]
paragraph: The Labor Council is issuing a circular appealing for funds for the Queensland sugar-strikers. A prolonged struggle is expected, and over 2000 workers are affected.: [1062, 984, 1297, 1033]
subheadline: A FIREWORKS ACCIDENT.: [1369, 411, 1510, 422]
paragraph: Sightseers began to congregate at midnight. Many were discovered at dawn peacefully sleeping on the kerb-: [21, 1726, 257, 1763]
dateline: Dunedin, Friday.: [1663, 1105, 1737, 1115]
dateline: By Cable—Press Association—Copyright. Melbourne, June 23.: [829, 1160, 1011, 1180]
paragraph: The Governor gave a State dinner last night.: [810, 224, 1027, 236]
section-heading: POLITICAL.: [1062, 1272, 1297, 1295]
paragraph: A five-roomed house in Sydenham, occupied by Mrs. Kate Nixon, was destroyed by fire. The building was insured for £300, and the furniture for £100 in the Royal Office.: [1322, 1179, 1558, 1228]
dateline: London, June 22.: [362, 975, 437, 985]
paragraph: The ceremony of crowning took place at 12.37. An official from the Abbey announced the news in the streets. It spread quickly, and was received with loud cheering everywhere, the crowds singing the National Anthem. Guns: [282, 1770, 517, 1831]
paragraph: Up to June 21 payments of the Federal Land Tax totalled £1,357,184. Several sums are still to come in. On Tuesday and Wednesday the Treasury received £1,000,000, which constitutes a record in taxation gathering.: [802, 488, 1037, 550]
section-heading: RECIPROCITY.: [802, 625, 1037, 649]
paragraph: The Arawa tribe passed a resolution last night congratulating the King and Queen and renewing their allegiance and confirming the sentiments of loyalty given during their Majesties' visit to New Zealand in 1901.: [802, 251, 1037, 313]
subheadline: REXONA.: [1675, 1650, 1725, 1662]
subheadline: NEW ZEALANDERS AT THE ABBEY.: [565, 607, 754, 619]
paragraph: Latest reports from the flooded districts state that the rivers are falling, but big areas are still under water, and widespread damage has been caused.: [1062, 750, 1297, 799]
section-heading: TRADE IN HEIRESSES.: [802, 1306, 1037, 1329]
section-heading: GENERAL CABLES.: [1062, 809, 1297, 833]
paragraph: Senator Gore's resolution instructing the Finance Committee to report the wool Bill back to the Senate on July 10 was carried by 39 votes to 18.: [802, 808, 1037, 856]
subheadline: AUSTRALIAN CELEBRATIONS.: [578, 977, 741, 988]
subheadline: THE COMMONWEALTH'S BONUS.: [1088, 110, 1271, 121]
dateline: Hawera, Friday.: [1404, 425, 1476, 435]
dateline: Malta, June 22.: [625, 1769, 694, 1779]
column-1: [14, 72, 265, 1989]
paragraph: At the annual meeting of the Romney Marsh Sheep Breeders' Association, Mr. A. Mathews (Wairarapa) was elected president. A recommendation was made to vote £50 to the Wheeler memorial fund. A motion was carried that with a view of making an outlet for New Zealand rams special correspondents be appointed abroad. The championship shields this year are allotted to Otago and Manawatu. It was decided that the annual stud ram and ewe fair be held under the association's auspices.: [1582, 289, 1819, 424]
dateline: By Telegraph—Press Association. Wellington, Friday.: [1583, 623, 1818, 633]
subheadline: ROYAL PORTRAITS.: [607, 538, 712, 550]
dateline: By Cable—Press Association—Copyright. Melbourne, June 23.: [1089, 728, 1271, 749]
paragraph: Mr. R. Carr, of Normanby, who is one of the biggest suppliers to this creamery, has a "Gane" Milk Releaser attached to his milking machine, and I may say that the milk he has delivered here has, through the whole season, been in perfect condition. During the hottest part of the season, when other supplies' milk has been refused, his has been in a most satisfactory condition, and I have never had to reject a pail of his milk. (Signed) J. EDGERS, Manager Te Roti Creamery, 22nd April, 1911.: [802, 1562, 1037, 1697]
paragraph: The Rapid Healer is an ointment which heals with remarkable rapidity. Unlike the old-fashioned ointments, which are very slow in their action, Rexona speedily effects its cure after a very few applications. It promptly cures eczema, chilblains, cuts, burns, scalds, sores, wounds, ulcers, ringworm, shingles, boils, etc. Sold only in triangular pots at 1s 6d and 3s. Obtainable at Bullock and Johnston's.: [1582, 1665, 1819, 1776]
paragraph: Mr. K. O'Malley, Minister for Home Affairs, states that in future the correspondence issuing from that department will not bear formalities such as "I have the honour to be," which is mere crawling flunkeyism.: [802, 554, 1037, 615]
dateline: London, June 22.: [622, 104, 697, 114]
subheadline: CONGRESSMAN'S QUESTIONS.: [835, 1334, 1005, 1346]
paragraph: Charles Radford, a prominent townsman of Lyme Regis, was firing a salute, when the cannon exploded, killing him.: [542, 496, 777, 533]
